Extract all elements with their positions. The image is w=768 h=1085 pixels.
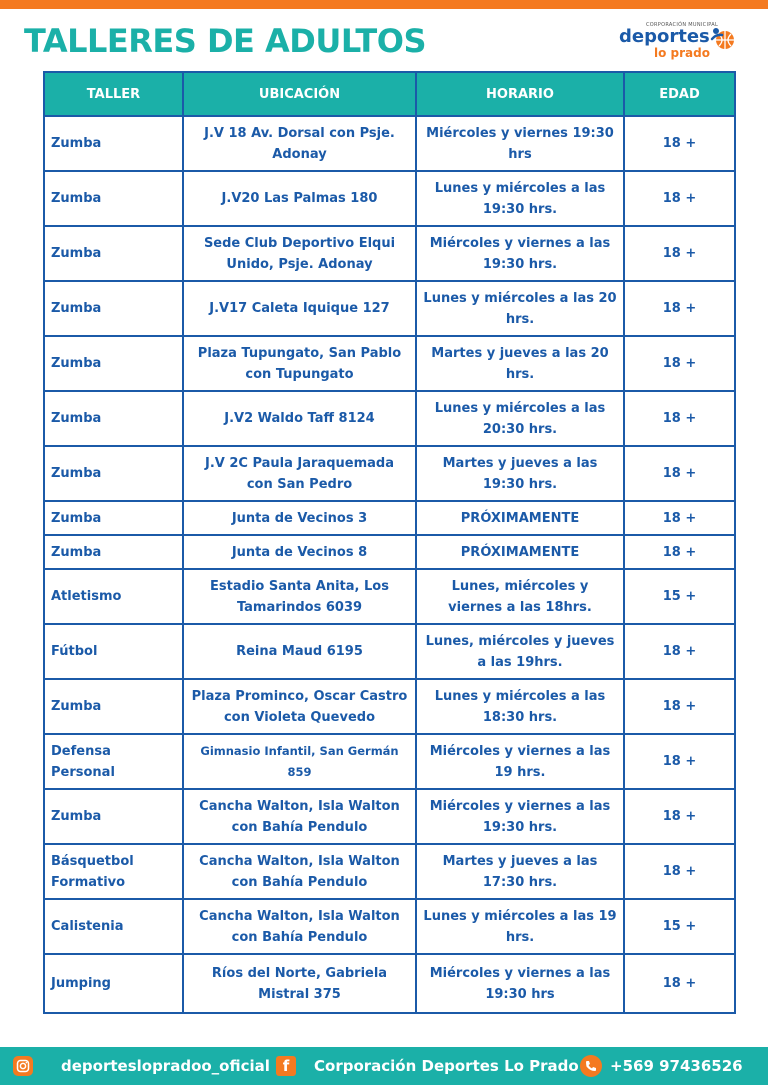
table-row bbox=[44, 844, 735, 899]
cell-taller: Zumba bbox=[44, 679, 183, 734]
footer-phone[interactable] bbox=[580, 1047, 743, 1085]
facebook-icon: f bbox=[276, 1056, 296, 1076]
cell-edad: 18 + bbox=[624, 446, 735, 501]
cell-horario: PRÓXIMAMENTE bbox=[416, 535, 624, 569]
cell-edad: 18 + bbox=[624, 624, 735, 679]
cell-taller: Zumba bbox=[44, 171, 183, 226]
table-row bbox=[44, 899, 735, 954]
cell-taller: Zumba bbox=[44, 116, 183, 171]
cell-edad: 18 + bbox=[624, 501, 735, 535]
cell-taller: Zumba bbox=[44, 391, 183, 446]
cell-ubicacion: Junta de Vecinos 8 bbox=[183, 535, 416, 569]
logo-wordmark: deportes bbox=[619, 26, 710, 47]
cell-horario: PRÓXIMAMENTE bbox=[416, 501, 624, 535]
cell-taller: Defensa Personal bbox=[44, 734, 183, 789]
cell-taller: Calistenia bbox=[44, 899, 183, 954]
cell-edad: 15 + bbox=[624, 569, 735, 624]
footer-facebook[interactable] bbox=[276, 1047, 579, 1085]
cell-horario: Lunes y miércoles a las 19:30 hrs. bbox=[416, 171, 624, 226]
cell-taller: Zumba bbox=[44, 501, 183, 535]
table-row bbox=[44, 569, 735, 624]
cell-ubicacion: J.V20 Las Palmas 180 bbox=[183, 171, 416, 226]
header-ubicacion: UBICACIÓN bbox=[183, 72, 416, 116]
page-title: TALLERES DE ADULTOS bbox=[24, 22, 426, 60]
logo bbox=[616, 20, 746, 60]
cell-taller: Zumba bbox=[44, 535, 183, 569]
cell-ubicacion: Plaza Prominco, Oscar Castro con Violeta Quevedo bbox=[183, 679, 416, 734]
table-row bbox=[44, 789, 735, 844]
cell-horario: Martes y jueves a las 17:30 hrs. bbox=[416, 844, 624, 899]
cell-ubicacion: Reina Maud 6195 bbox=[183, 624, 416, 679]
cell-edad: 18 + bbox=[624, 226, 735, 281]
table-row bbox=[44, 501, 735, 535]
cell-horario: Lunes, miércoles y jueves a las 19hrs. bbox=[416, 624, 624, 679]
cell-ubicacion: J.V 18 Av. Dorsal con Psje. Adonay bbox=[183, 116, 416, 171]
header-horario: HORARIO bbox=[416, 72, 624, 116]
cell-ubicacion: Junta de Vecinos 3 bbox=[183, 501, 416, 535]
cell-ubicacion: Plaza Tupungato, San Pablo con Tupungato bbox=[183, 336, 416, 391]
table-row bbox=[44, 391, 735, 446]
header-taller: TALLER bbox=[44, 72, 183, 116]
cell-edad: 18 + bbox=[624, 336, 735, 391]
table-header-row bbox=[44, 72, 735, 116]
cell-horario: Lunes y miércoles a las 20:30 hrs. bbox=[416, 391, 624, 446]
logo-subtitle: CORPORACIÓN MUNICIPAL bbox=[646, 22, 719, 28]
cell-horario: Miércoles y viernes a las 19:30 hrs. bbox=[416, 226, 624, 281]
facebook-name: Corporación Deportes Lo Prado bbox=[314, 1057, 579, 1075]
cell-edad: 18 + bbox=[624, 954, 735, 1013]
cell-horario: Lunes y miércoles a las 18:30 hrs. bbox=[416, 679, 624, 734]
table-row bbox=[44, 535, 735, 569]
cell-horario: Miércoles y viernes a las 19:30 hrs bbox=[416, 954, 624, 1013]
cell-taller: Zumba bbox=[44, 336, 183, 391]
cell-ubicacion: Cancha Walton, Isla Walton con Bahía Pendulo bbox=[183, 789, 416, 844]
cell-edad: 18 + bbox=[624, 734, 735, 789]
logo-tagline: lo prado bbox=[654, 46, 710, 60]
cell-edad: 18 + bbox=[624, 789, 735, 844]
cell-ubicacion: Cancha Walton, Isla Walton con Bahía Pendulo bbox=[183, 844, 416, 899]
cell-edad: 15 + bbox=[624, 899, 735, 954]
cell-edad: 18 + bbox=[624, 844, 735, 899]
cell-taller: Jumping bbox=[44, 954, 183, 1013]
cell-edad: 18 + bbox=[624, 116, 735, 171]
cell-edad: 18 + bbox=[624, 535, 735, 569]
table-row bbox=[44, 954, 735, 1013]
table-row bbox=[44, 336, 735, 391]
table-row bbox=[44, 171, 735, 226]
cell-edad: 18 + bbox=[624, 281, 735, 336]
cell-horario: Lunes y miércoles a las 20 hrs. bbox=[416, 281, 624, 336]
cell-ubicacion: Estadio Santa Anita, Los Tamarindos 6039 bbox=[183, 569, 416, 624]
workshops-table bbox=[43, 71, 736, 1014]
cell-horario: Lunes y miércoles a las 19 hrs. bbox=[416, 899, 624, 954]
cell-edad: 18 + bbox=[624, 679, 735, 734]
phone-number: +569 97436526 bbox=[610, 1057, 743, 1075]
cell-horario: Lunes, miércoles y viernes a las 18hrs. bbox=[416, 569, 624, 624]
cell-ubicacion: J.V17 Caleta Iquique 127 bbox=[183, 281, 416, 336]
table-row bbox=[44, 624, 735, 679]
cell-ubicacion: Gimnasio Infantil, San Germán 859 bbox=[183, 734, 416, 789]
table-row bbox=[44, 734, 735, 789]
table-row bbox=[44, 281, 735, 336]
cell-horario: Miércoles y viernes a las 19 hrs. bbox=[416, 734, 624, 789]
cell-taller: Atletismo bbox=[44, 569, 183, 624]
cell-edad: 18 + bbox=[624, 391, 735, 446]
cell-horario: Miércoles y viernes 19:30 hrs bbox=[416, 116, 624, 171]
table-row bbox=[44, 446, 735, 501]
footer-bar bbox=[0, 1047, 768, 1085]
table-row bbox=[44, 226, 735, 281]
cell-edad: 18 + bbox=[624, 171, 735, 226]
cell-ubicacion: Sede Club Deportivo Elqui Unido, Psje. Adonay bbox=[183, 226, 416, 281]
cell-taller: Zumba bbox=[44, 281, 183, 336]
cell-taller: Zumba bbox=[44, 789, 183, 844]
table-row bbox=[44, 116, 735, 171]
cell-horario: Martes y jueves a las 20 hrs. bbox=[416, 336, 624, 391]
footer-instagram[interactable] bbox=[13, 1047, 270, 1085]
cell-taller: Básquetbol Formativo bbox=[44, 844, 183, 899]
top-accent-bar bbox=[0, 0, 768, 9]
cell-taller: Zumba bbox=[44, 226, 183, 281]
cell-horario: Miércoles y viernes a las 19:30 hrs. bbox=[416, 789, 624, 844]
instagram-icon bbox=[13, 1056, 33, 1076]
cell-taller: Fútbol bbox=[44, 624, 183, 679]
cell-ubicacion: J.V2 Waldo Taff 8124 bbox=[183, 391, 416, 446]
header-edad: EDAD bbox=[624, 72, 735, 116]
cell-horario: Martes y jueves a las 19:30 hrs. bbox=[416, 446, 624, 501]
phone-icon bbox=[580, 1055, 602, 1077]
cell-taller: Zumba bbox=[44, 446, 183, 501]
cell-ubicacion: Cancha Walton, Isla Walton con Bahía Pendulo bbox=[183, 899, 416, 954]
basketball-player-icon bbox=[710, 26, 736, 52]
instagram-handle: deporteslopradoo_oficial bbox=[61, 1057, 270, 1075]
cell-ubicacion: Ríos del Norte, Gabriela Mistral 375 bbox=[183, 954, 416, 1013]
cell-ubicacion: J.V 2C Paula Jaraquemada con San Pedro bbox=[183, 446, 416, 501]
table-row bbox=[44, 679, 735, 734]
